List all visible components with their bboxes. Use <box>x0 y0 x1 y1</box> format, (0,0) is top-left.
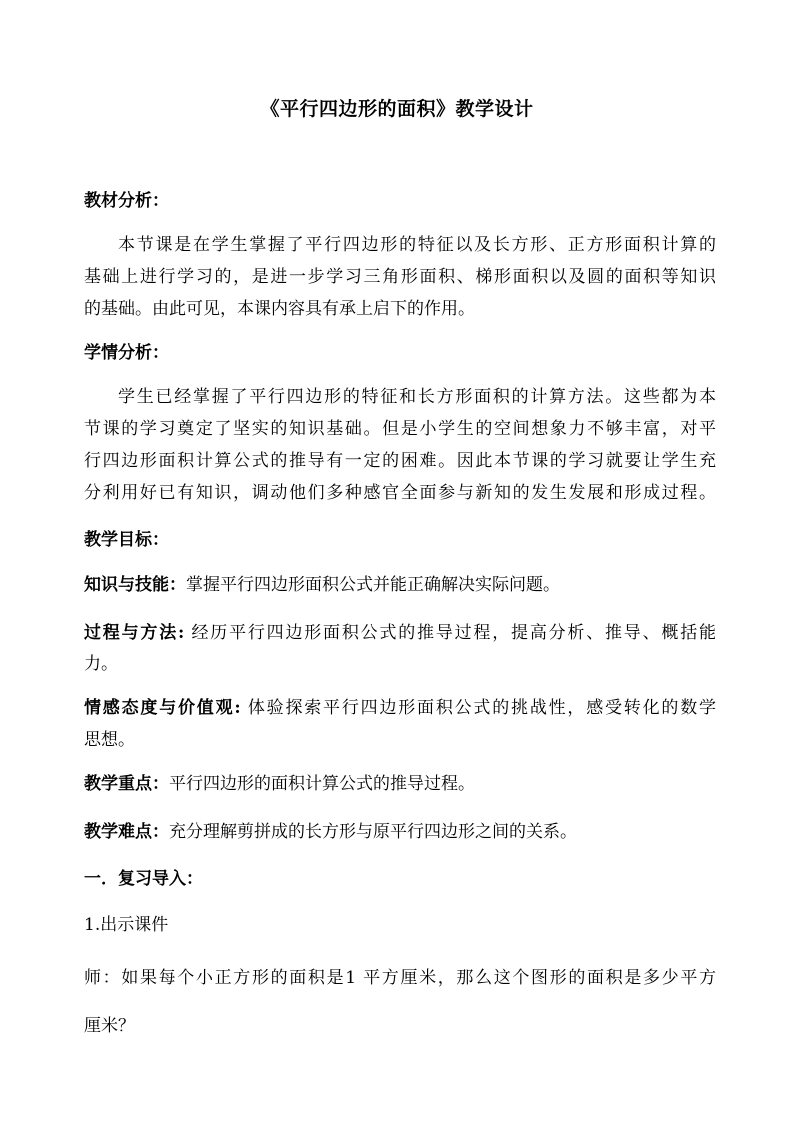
material-analysis-line-1: 本节课是在学生掌握了平行四边形的特征以及长方形、正方形面积计算的 <box>118 235 716 255</box>
section-heading-objectives: 教学目标： <box>84 530 169 550</box>
section-heading-review: 一．复习导入： <box>84 869 203 889</box>
review-item-1: 1.出示课件 <box>84 915 169 935</box>
objective-knowledge-text: 掌握平行四边形面积公式并能正确解决实际问题。 <box>186 575 560 595</box>
document-title: 《平行四边形的面积》教学设计 <box>260 98 534 120</box>
difficulty-label: 教学难点： <box>84 822 169 842</box>
student-analysis-line-2: 节课的学习奠定了坚实的知识基础。但是小学生的空间想象力不够丰富，对平 <box>84 419 716 439</box>
student-analysis-line-4: 分利用好已有知识，调动他们多种感官全面参与新知的发生发展和形成过程。 <box>84 483 716 503</box>
review-teacher-line-1: 师：如果每个小正方形的面积是1 平方厘米，那么这个图形的面积是多少平方 <box>84 968 716 988</box>
objective-process-text-2: 力。 <box>84 654 118 674</box>
review-teacher-line-2: 厘米？ <box>84 1016 135 1036</box>
section-heading-student-analysis: 学情分析： <box>84 343 169 363</box>
objective-knowledge-label: 知识与技能： <box>84 575 186 595</box>
objective-emotion-label: 情感态度与价值观: <box>84 698 241 718</box>
objective-knowledge <box>84 573 716 597</box>
key-point-text: 平行四边形的面积计算公式的推导过程。 <box>169 774 475 794</box>
student-analysis-line-1: 学生已经掌握了平行四边形的特征和长方形面积的计算方法。这些都为本 <box>118 387 716 407</box>
objective-emotion <box>84 696 716 720</box>
objective-process-label: 过程与方法: <box>84 623 185 643</box>
key-point <box>84 772 716 796</box>
objective-process-text-1: 经历平行四边形面积公式的推导过程，提高分析、推导、概括能 <box>191 623 716 643</box>
objective-process <box>84 621 716 645</box>
difficulty-text: 充分理解剪拼成的长方形与原平行四边形之间的关系。 <box>169 822 577 842</box>
student-analysis-line-3: 行四边形面积计算公式的推导有一定的困难。因此本节课的学习就要让学生充 <box>84 451 716 471</box>
material-analysis-line-3: 的基础。由此可见，本课内容具有承上启下的作用。 <box>84 299 475 319</box>
difficulty <box>84 820 716 844</box>
material-analysis-line-2: 基础上进行学习的，是进一步学习三角形面积、梯形面积以及圆的面积等知识 <box>84 267 716 287</box>
section-heading-material-analysis: 教材分析： <box>84 191 169 211</box>
key-point-label: 教学重点： <box>84 774 169 794</box>
objective-emotion-text-1: 体验探索平行四边形面积公式的挑战性，感受转化的数学 <box>247 698 716 718</box>
objective-emotion-text-2: 思想。 <box>84 730 135 750</box>
